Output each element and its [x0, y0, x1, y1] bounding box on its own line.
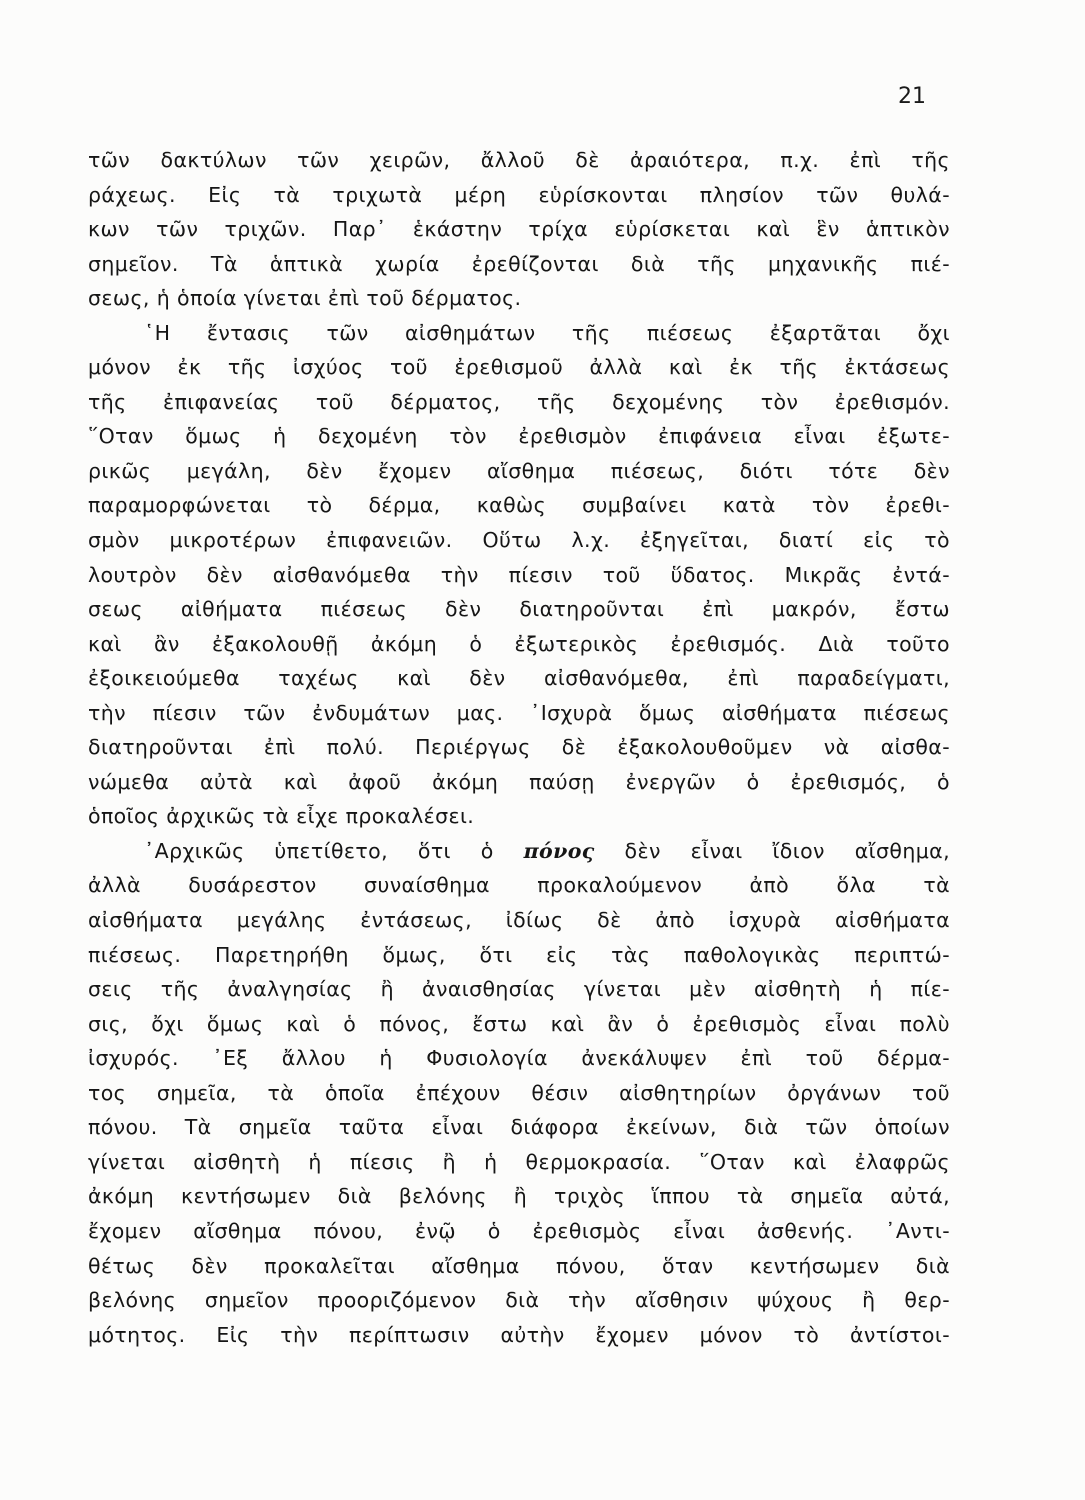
- text-line: τος σημεῖα, τὰ ὁποῖα ἐπέχουν θέσιν αἰσθητηρίων ὀργάνων τοῦ: [88, 1080, 950, 1105]
- text-line: θέτως δὲν προκαλεῖται αἴσθημα πόνου, ὅταν κεντήσωμεν διὰ: [88, 1253, 950, 1278]
- text-line: ράχεως. Εἰς τὰ τριχωτὰ μέρη εὑρίσκονται πλησίον τῶν θυλά-: [88, 182, 950, 207]
- text-line: καὶ ἂν ἐξακολουθῇ ἀκόμη ὁ ἐξωτερικὸς ἐρεθισμός. Διὰ τοῦτο: [88, 631, 950, 656]
- text-line-pain-emphasis: [88, 834, 950, 869]
- pain-before: ᾽Αρχικῶς ὑπετίθετο, ὅτι ὁ: [144, 838, 524, 863]
- text-line: παραμορφώνεται τὸ δέρμα, καθὼς συμβαίνει κατὰ τὸν ἐρεθι-: [88, 493, 950, 518]
- text-line: ἐξοικειούμεθα ταχέως καὶ δὲν αἰσθανόμεθα, ἐπὶ παραδείγματι,: [88, 666, 950, 691]
- text-line: πόνου. Τὰ σημεῖα ταῦτα εἶναι διάφορα ἐκείνων, διὰ τῶν ὁποίων: [88, 1115, 950, 1140]
- text-line: σεις τῆς ἀναλγησίας ἢ ἀναισθησίας γίνεται μὲν αἰσθητὴ ἡ πίε-: [88, 977, 950, 1002]
- text-line: σμὸν μικροτέρων ἐπιφανειῶν. Οὕτω λ.χ. ἐξηγεῖται, διατί εἰς τὸ: [88, 528, 950, 553]
- text-line: σεως, ἡ ὁποία γίνεται ἐπὶ τοῦ δέρματος.: [88, 286, 522, 311]
- text-line: ῞Οταν ὅμως ἡ δεχομένη τὸν ἐρεθισμὸν ἐπιφάνεια εἶναι ἐξωτε-: [88, 424, 950, 449]
- text-line: ρικῶς μεγάλη, δὲν ἔχομεν αἴσθημα πιέσεως, διότι τότε δὲν: [88, 458, 950, 483]
- text-line: ῾Η ἔντασις τῶν αἰσθημάτων τῆς πιέσεως ἐξαρτᾶται ὄχι: [144, 320, 950, 345]
- text-line: νώμεθα αὐτὰ καὶ ἀφοῦ ἀκόμη παύσῃ ἐνεργῶν ὁ ἐρεθισμός, ὁ: [88, 769, 950, 794]
- text-line: αἰσθήματα μεγάλης ἐντάσεως, ἰδίως δὲ ἀπὸ ἰσχυρὰ αἰσθήματα: [88, 908, 950, 933]
- text-line: ὁποῖος ἀρχικῶς τὰ εἶχε προκαλέσει.: [88, 804, 475, 829]
- pain-term: πόνος: [523, 838, 595, 863]
- pain-after: δὲν εἶναι ἴδιον αἴσθημα,: [594, 838, 950, 863]
- text-line: μότητος. Εἰς τὴν περίπτωσιν αὐτὴν ἔχομεν μόνον τὸ ἀντίστοι-: [88, 1322, 950, 1347]
- text-line: τῶν δακτύλων τῶν χειρῶν, ἄλλοῦ δὲ ἀραιότερα, π.χ. ἐπὶ τῆς: [88, 148, 950, 172]
- page-number: 21: [898, 84, 926, 109]
- text-line: σημεῖον. Τὰ ἁπτικὰ χωρία ἐρεθίζονται διὰ τῆς μηχανικῆς πιέ-: [88, 251, 950, 276]
- text-line: τῆς ἐπιφανείας τοῦ δέρματος, τῆς δεχομένης τὸν ἐρεθισμόν.: [88, 389, 950, 414]
- text-line: σεως αἰθήματα πιέσεως δὲν διατηροῦνται ἐπὶ μακρόν, ἔστω: [88, 597, 950, 622]
- text-line: κων τῶν τριχῶν. Παρ᾽ ἑκάστην τρίχα εὑρίσκεται καὶ ἓν ἁπτικὸν: [88, 217, 950, 242]
- text-line: ἀκόμη κεντήσωμεν διὰ βελόνης ἢ τριχὸς ἵππου τὰ σημεῖα αὐτά,: [88, 1184, 950, 1209]
- text-line: διατηροῦνται ἐπὶ πολύ. Περιέργως δὲ ἐξακολουθοῦμεν νὰ αἰσθα-: [88, 735, 950, 760]
- text-line: πιέσεως. Παρετηρήθη ὅμως, ὅτι εἰς τὰς παθολογικὰς περιπτώ-: [88, 942, 950, 967]
- body-text: [88, 143, 950, 1352]
- text-line: ἀλλὰ δυσάρεστον συναίσθημα προκαλούμενον ἀπὸ ὅλα τὰ: [88, 873, 950, 898]
- text-line: γίνεται αἰσθητὴ ἡ πίεσις ἢ ἡ θερμοκρασία. ῞Οταν καὶ ἐλαφρῶς: [88, 1149, 950, 1174]
- text-line: ἰσχυρός. ᾽Εξ ἄλλου ἡ Φυσιολογία ἀνεκάλυψεν ἐπὶ τοῦ δέρμα-: [88, 1046, 950, 1071]
- text-line: τὴν πίεσιν τῶν ἐνδυμάτων μας. ᾽Ισχυρὰ ὅμως αἰσθήματα πιέσεως: [88, 700, 950, 725]
- text-line: βελόνης σημεῖον προοριζόμενον διὰ τὴν αἴσθησιν ψύχους ἢ θερ-: [88, 1288, 950, 1313]
- text-line: μόνον ἐκ τῆς ἰσχύος τοῦ ἐρεθισμοῦ ἀλλὰ καὶ ἐκ τῆς ἐκτάσεως: [88, 355, 950, 380]
- text-line: σις, ὄχι ὅμως καὶ ὁ πόνος, ἔστω καὶ ἂν ὁ ἐρεθισμὸς εἶναι πολὺ: [88, 1011, 950, 1036]
- text-line: ἔχομεν αἴσθημα πόνου, ἐνῷ ὁ ἐρεθισμὸς εἶναι ἀσθενής. ᾽Αντι-: [88, 1218, 950, 1243]
- text-line: λουτρὸν δὲν αἰσθανόμεθα τὴν πίεσιν τοῦ ὕδατος. Μικρᾶς ἐντά-: [88, 562, 950, 587]
